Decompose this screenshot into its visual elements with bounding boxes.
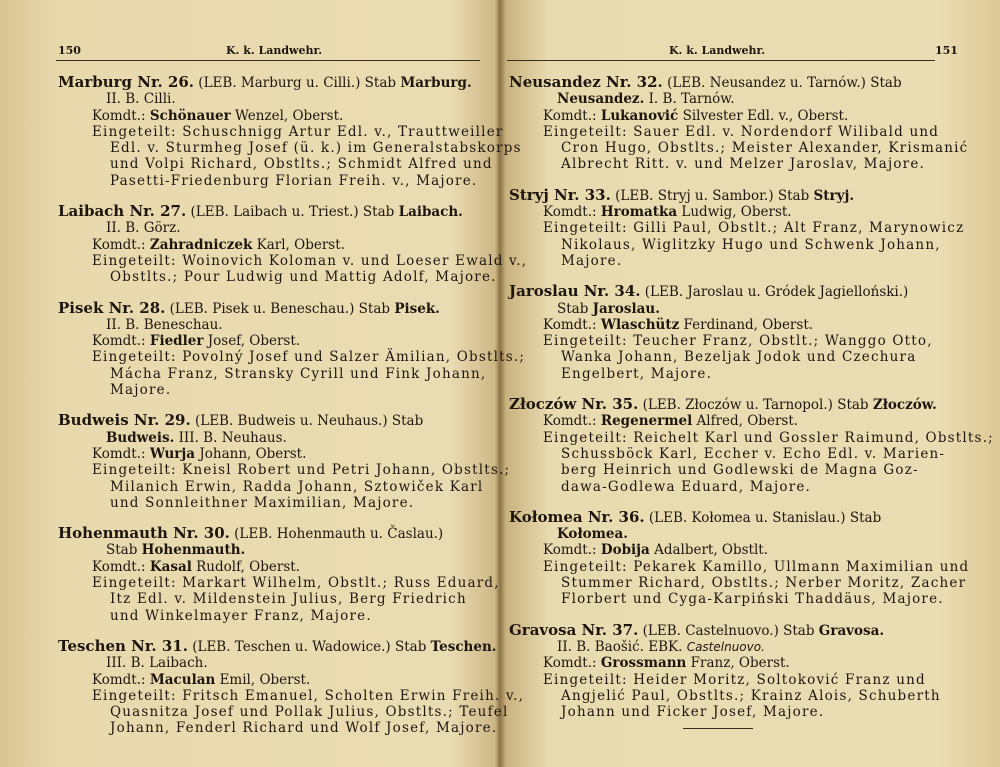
staff-station: Marburg. [400,75,472,91]
regiment-stations: (LEB. Budweis u. Neuhaus.) Stab [190,413,424,430]
entry-heading [509,622,939,639]
assigned-officers-line: Majore. [561,252,623,269]
staff-station: Budweis. [106,429,175,446]
commander-name: Wurja [149,445,196,462]
assigned-officers-line: Eingeteilt: Kneisl Robert und Petri Johann, Obstlts.; [92,462,511,479]
regiment-stations: (LEB. Neusandez u. Tarnów.) Stab [662,75,902,91]
commander-label: Komdt.: [92,333,150,350]
regiment-stations: (LEB. Marburg u. Cilli.) Stab [194,75,401,91]
commander-name: Schönauer [149,107,231,124]
assigned-officers-line: Johann und Ficker Josef, Majore. [561,704,825,721]
regiment-number: Nr. 32. [600,73,663,91]
battalion-info: II. B. Beneschau. [106,316,223,333]
end-rule [683,728,753,729]
staff-station: Jaroslau. [592,300,660,317]
regiment-entry [58,202,528,286]
commander-label: Komdt.: [543,542,601,559]
assigned-officers-line: Quasnitza Josef und Pollak Julius, Obstlts.; Teufel [110,704,509,721]
regiment-stations: (LEB. Laibach u. Triest.) Stab [186,204,399,221]
entry-heading [509,396,939,413]
right-page [503,0,1000,767]
entry-heading [58,203,488,220]
staff-station: Gravosa. [818,622,885,639]
regiment-name: Teschen [58,636,126,655]
assigned-officers-line: Eingeteilt: Povolný Josef und Salzer Ämilian, Obstlts.; [92,349,526,366]
regiment-stations: (LEB. Hohenmauth u. Časlau.) [229,526,444,543]
battalion-info: I. B. Tarnów. [644,91,735,108]
assigned-officers-line: und Winkelmayer Franz, Majore. [110,607,372,624]
assigned-officers-line: Majore. [110,382,172,399]
regiment-entry [58,73,522,189]
battalion-station: Castelnuovo. [686,639,765,654]
commander-label: Komdt.: [92,445,150,462]
regiment-name: Stryj [509,185,549,204]
regiment-number: Nr. 37. [576,620,639,639]
regiment-number: Nr. 27. [124,202,187,221]
regiment-entry [58,636,525,737]
commander-line [509,204,939,220]
commander-rank: Rudolf, Oberst. [191,558,300,575]
entry-heading [509,74,939,91]
entry-heading-cont [509,91,939,107]
entry-heading [58,636,497,655]
commander-rank: Ferdinand, Oberst. [679,316,814,333]
regiment-name: Jaroslau [509,282,579,301]
entry-heading-cont [509,526,939,542]
commander-line [58,559,488,575]
commander-line [58,672,488,688]
assigned-officers-line: Edl. v. Sturmheg Josef (ü. k.) im Generalstabskorps [110,140,522,157]
regiment-number: Nr. 34. [578,282,641,301]
battalion-info: III. B. Laibach. [106,655,208,672]
assigned-officers-line: Eingeteilt: Woinovich Koloman v. und Loeser Ewald v., [92,252,528,269]
commander-label: Komdt.: [543,316,601,333]
commander-line [58,333,488,349]
commander-name: Grossmann [600,655,687,672]
regiment-name: Złoczów [509,395,577,414]
entry-heading-cont [58,317,488,333]
staff-station: Neusandez. [557,91,645,108]
commander-label: Komdt.: [92,671,150,688]
commander-rank: Johann, Oberst. [195,445,307,462]
commander-rank: Adalbert, Obstlt. [649,542,769,559]
entry-heading-cont [58,220,488,236]
assigned-officers-line: Albrecht Ritt. v. und Melzer Jaroslav, Majore. [561,156,926,173]
entry-heading [509,509,939,526]
commander-line [58,237,488,253]
regiment-name: Hohenmauth [58,524,168,543]
staff-station: Teschen. [430,638,497,655]
staff-station: Laibach. [398,204,463,221]
assigned-officers-line: Johann, Fenderl Richard und Wolf Josef, Majore. [110,720,498,737]
commander-name: Kasal [149,558,192,575]
assigned-officers-line: Eingeteilt: Reichelt Karl und Gossler Raimund, Obstlts.; [543,429,994,446]
assigned-officers-line: und Volpi Richard, Obstlts.; Schmidt Alfred und [110,156,493,173]
commander-rank: Josef, Oberst. [203,333,301,350]
commander-line [509,413,939,429]
entry-heading [58,74,488,91]
commander-line [509,317,939,333]
assigned-officers-line: Nikolaus, Wiglitzky Hugo und Schwenk Johann, [561,236,941,253]
staff-station: Pisek. [394,300,440,317]
entry-heading [509,187,939,204]
regiment-number: Nr. 36. [582,507,645,526]
assigned-officers-line: Milanich Erwin, Radda Johann, Sztowiček Karl [110,478,484,495]
regiment-stations: (LEB. Stryj u. Sambor.) Stab [610,187,814,204]
commander-name: Fiedler [149,333,204,350]
commander-line [58,446,488,462]
assigned-officers-line: Angjelić Paul, Obstlts.; Krainz Alois, Schuberth [561,687,941,704]
staff-station: Złoczów. [872,397,937,414]
commander-name: Zahradniczek [149,236,253,253]
entry-heading-cont [58,655,488,671]
commander-label: Komdt.: [92,236,150,253]
commander-line [509,542,939,558]
regiment-entry [509,507,970,608]
running-header: K. k. Landwehr. [226,44,323,57]
regiment-name: Neusandez [509,73,601,91]
assigned-officers-line: Obstlts.; Pour Ludwig und Mattig Adolf, Majore. [110,269,497,286]
heading-cont-text: Stab [106,542,142,559]
regiment-name: Budweis [58,411,129,430]
regiment-name: Gravosa [509,620,577,639]
commander-rank: Ludwig, Oberst. [677,204,792,221]
regiment-entry [58,411,511,511]
staff-station: Kołomea. [557,526,628,543]
commander-label: Komdt.: [543,413,601,430]
commander-rank: Alfred, Oberst. [692,413,799,430]
entry-list [58,73,528,751]
page-number: 150 [58,44,81,57]
commander-label: Komdt.: [543,204,601,221]
assigned-officers-line: Florbert und Cyga-Karpiński Thaddäus, Majore. [561,591,944,608]
entry-heading [58,412,488,429]
regiment-name: Marburg [58,73,133,91]
commander-label: Komdt.: [92,558,150,575]
entry-heading-cont [58,91,488,107]
regiment-stations: (LEB. Teschen u. Wadowice.) Stab [187,638,431,655]
assigned-officers-line: dawa-Godlewa Eduard, Majore. [561,478,812,495]
heading-cont-text: Stab [557,300,593,317]
battalion-info: III. B. Neuhaus. [174,429,287,446]
entry-heading-cont [509,301,939,317]
commander-name: Dobija [600,542,650,559]
staff-station: Hohenmauth. [141,542,246,559]
regiment-name: Laibach [58,202,125,221]
regiment-entry [509,73,969,173]
assigned-officers-line: Wanka Johann, Bezeljak Jodok und Czechura [561,349,917,366]
regiment-entry [509,622,939,721]
assigned-officers-line: Eingeteilt: Gilli Paul, Obstlt.; Alt Franz, Marynowicz [543,220,965,237]
regiment-number: Nr. 29. [128,411,191,430]
entry-heading-cont [58,542,488,558]
entry-heading-cont [509,639,939,655]
commander-rank: Emil, Oberst. [215,671,311,688]
commander-name: Regenermel [600,413,693,430]
assigned-officers-line: Eingeteilt: Heider Moritz, Soltoković Franz und [543,671,926,688]
commander-rank: Wenzel, Oberst. [230,107,344,124]
assigned-officers-line: Schussböck Karl, Eccher v. Echo Edl. v. Marien- [561,445,946,462]
commander-name: Maculan [149,671,216,688]
commander-label: Komdt.: [92,107,150,124]
assigned-officers-line: Eingeteilt: Markart Wilhelm, Obstlt.; Russ Eduard, [92,575,500,592]
assigned-officers-line: Eingeteilt: Sauer Edl. v. Nordendorf Wilibald und [543,123,940,140]
entry-list [509,73,994,734]
regiment-number: Nr. 31. [125,636,188,655]
commander-name: Wlaschütz [600,316,680,333]
regiment-stations: (LEB. Kołomea u. Stanislau.) Stab [644,509,882,526]
regiment-number: Nr. 28. [103,298,166,317]
commander-name: Hromatka [600,204,678,221]
commander-rank: Franz, Oberst. [686,655,790,672]
regiment-stations: (LEB. Złoczów u. Tarnopol.) Stab [638,397,873,414]
regiment-name: Kołomea [509,507,583,526]
regiment-entry [509,283,939,382]
battalion-info: II. B. Baošić. EBK. [557,638,687,655]
regiment-stations: (LEB. Castelnuovo.) Stab [638,622,819,639]
commander-rank: Karl, Oberst. [252,236,345,253]
commander-name: Lukanović [600,107,679,124]
regiment-number: Nr. 33. [548,185,611,204]
commander-line [509,108,939,124]
regiment-number: Nr. 30. [167,524,230,543]
header-rule [507,60,935,61]
battalion-info: II. B. Görz. [106,220,181,237]
staff-station: Stryj. [813,187,855,204]
assigned-officers-line: berg Heinrich und Godlewski de Magna Goz- [561,462,919,479]
regiment-entry [509,185,965,269]
assigned-officers-line: Itz Edl. v. Mildenstein Julius, Berg Friedrich [110,591,467,608]
header-rule [56,60,480,61]
entry-heading [58,300,488,317]
page-number: 151 [935,44,958,57]
regiment-entry [58,524,500,624]
regiment-name: Pisek [58,298,104,317]
assigned-officers-line: Cron Hugo, Obstlts.; Meister Alexander, Krismanić [561,140,969,157]
regiment-entry [58,298,526,399]
battalion-info: II. B. Cilli. [106,91,176,108]
regiment-number: Nr. 26. [132,73,195,91]
assigned-officers-line: Stummer Richard, Obstlts.; Nerber Moritz, Zacher [561,575,967,592]
regiment-stations: (LEB. Jaroslau u. Gródek Jagielloński.) [640,284,909,301]
entry-heading-cont [58,430,488,446]
regiment-stations: (LEB. Pisek u. Beneschau.) Stab [165,300,395,317]
regiment-entry [509,395,994,495]
commander-line [58,108,488,124]
assigned-officers-line: Pasetti-Friedenburg Florian Freih. v., Majore. [110,172,478,189]
running-header: K. k. Landwehr. [669,44,766,57]
assigned-officers-line: Eingeteilt: Fritsch Emanuel, Scholten Erwin Freih. v., [92,687,525,704]
assigned-officers-line: Eingeteilt: Pekarek Kamillo, Ullmann Maximilian und [543,558,970,575]
commander-rank: Silvester Edl. v., Oberst. [678,107,849,124]
commander-label: Komdt.: [543,107,601,124]
assigned-officers-line: Mácha Franz, Stransky Cyrill und Fink Johann, [110,365,487,382]
entry-heading [58,525,488,542]
assigned-officers-line: Eingeteilt: Schuschnigg Artur Edl. v., Trauttweiller [92,123,504,140]
regiment-number: Nr. 35. [576,395,639,414]
assigned-officers-line: und Sonnleithner Maximilian, Majore. [110,494,415,511]
commander-label: Komdt.: [543,655,601,672]
assigned-officers-line: Engelbert, Majore. [561,365,713,382]
assigned-officers-line: Eingeteilt: Teucher Franz, Obstlt.; Wanggo Otto, [543,333,933,350]
commander-line [509,655,939,671]
entry-heading [509,283,939,300]
